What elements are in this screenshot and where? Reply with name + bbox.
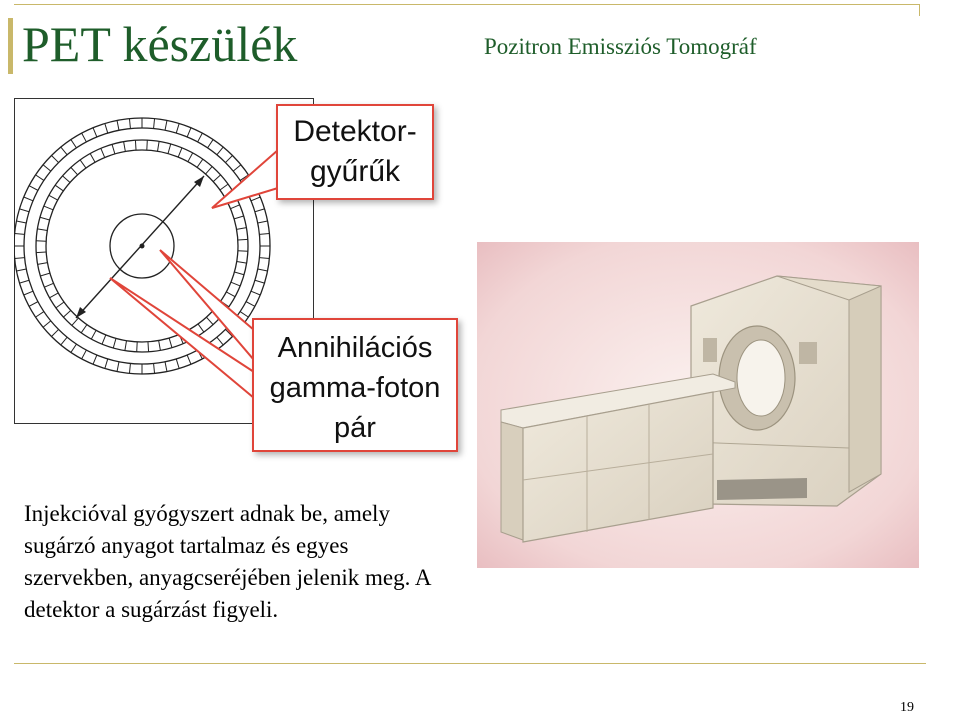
callout-detector-line2: gyűrűk [309,155,401,188]
callout-annihilation-pair [252,318,458,452]
callout-detector-rings [276,104,434,200]
top-border-line [14,4,920,5]
callout-annihil-line1: Annihilációs [277,332,433,364]
detector-segment [238,239,248,240]
body-text: Injekcióval gyógyszert adnak be, amely sugárzó anyagot tartalmaz és egyes szervekben, anyagcseréjében jelenik meg. A detektor a sugárzást figyeli. [24,501,431,622]
callout-annihil-line2: gamma-foton [269,372,441,404]
pet-scanner-photo [477,242,919,568]
callout-annihil-line3: pár [334,412,376,444]
detector-segment [36,252,46,253]
detector-segment [148,342,149,352]
detector-segment [135,140,136,150]
callout-detector-line1: Detektor- [293,115,417,148]
title-accent-bar [8,18,13,74]
slide-subtitle: Pozitron Emissziós Tomográf [484,34,757,59]
top-right-border-tick [919,4,920,16]
page-number: 19 [900,700,914,715]
slide-title: PET készülék [22,16,298,72]
footer-line [14,663,926,664]
